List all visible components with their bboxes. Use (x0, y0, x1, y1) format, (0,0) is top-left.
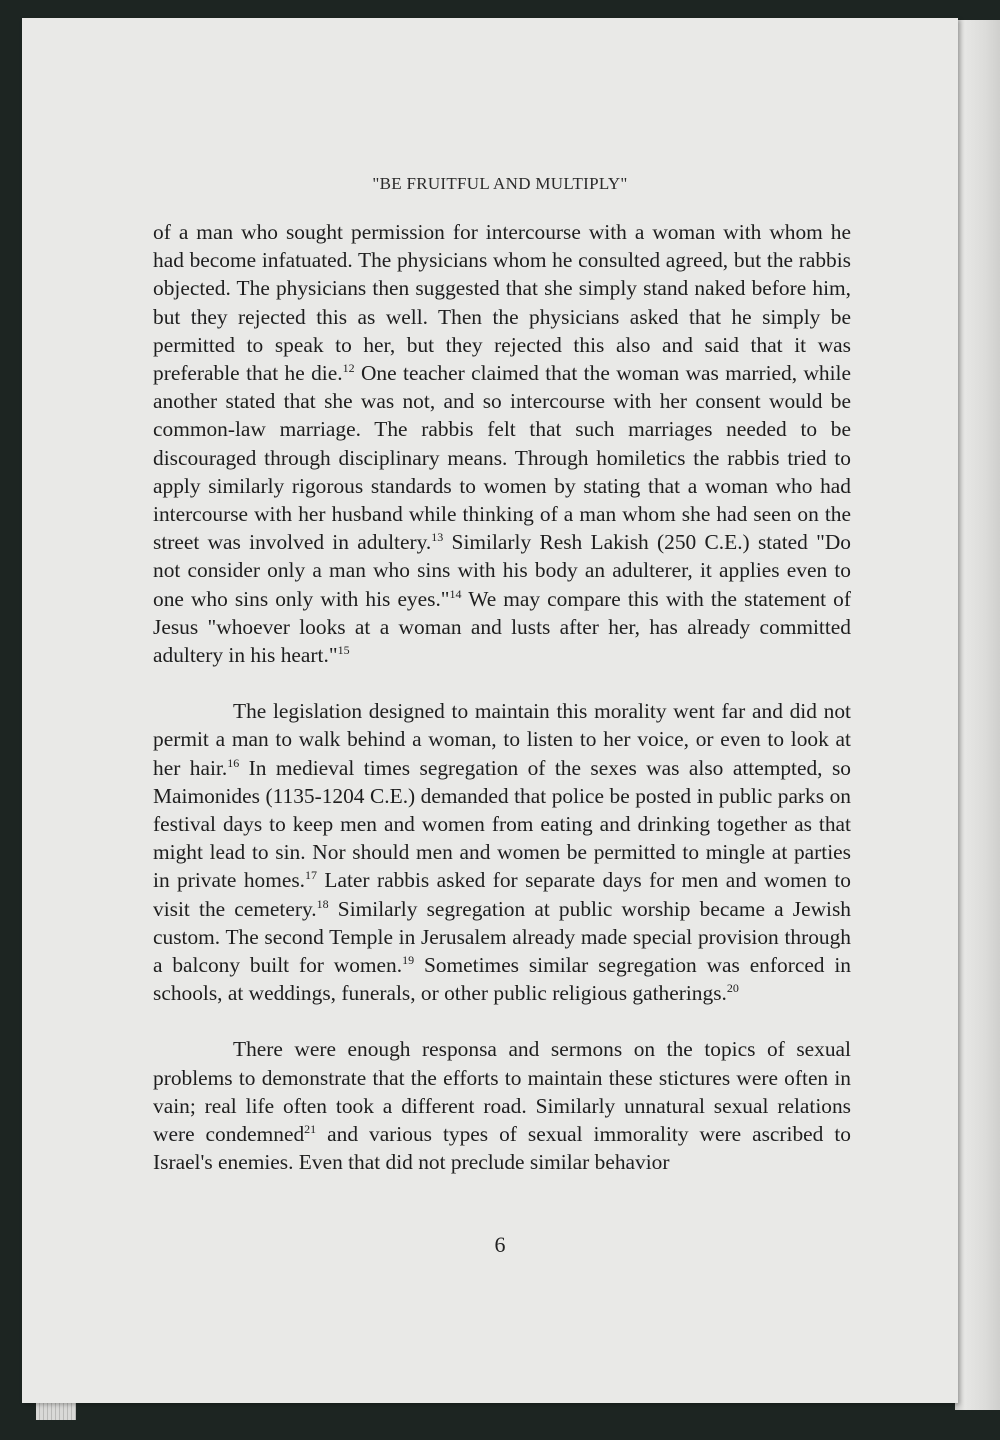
text-segment: In medieval times segregation of the sexes was also attempted, so Maimonides (1135-1204 C.E.) demanded that police be posted in public parks on festival days to keep men and women from eating and drinking together as that might lead to sin. Nor should men and women be permitted to mingle at parties in private homes. (153, 755, 851, 893)
footnote-ref-19: 19 (402, 953, 415, 968)
page-edges-right (955, 20, 1000, 1410)
footnote-ref-17: 17 (305, 868, 318, 883)
text-segment: The legislation designed to maintain this morality went far and did not permit a man to walk behind a woman, to listen to her voice, or even to look at her hair. (153, 699, 851, 780)
footnote-ref-16: 16 (227, 755, 240, 770)
text-segment: and various types of sexual immorality were ascribed to Israel's enemies. Even that did not preclude similar behavior (153, 1122, 851, 1175)
text-segment: Similarly Resh Lakish (250 C.E.) stated "Do not consider only a man who sins with his body an adulterer, it applies even to one who sins only with his eyes." (153, 530, 852, 611)
page-number: 6 (494, 1232, 506, 1257)
text-segment: One teacher claimed that the woman was married, while another stated that she was not, and so intercourse with her consent would be common-law marriage. The rabbis felt that such marriages needed to be discouraged through disciplinary means. Through homiletics the rabbis tried to apply similarly rigorous standards to women by stating that a woman who had intercourse with her husband while thinking of a man whom she had seen on the street was involved in adultery. (153, 361, 851, 555)
text-segment: There were enough responsa and sermons on the topics of sexual problems to demonstrate that the efforts to maintain these stictures were often in vain; real life often took a different road. Similarly unnatural sexual relations were condemned (153, 1037, 851, 1147)
text-segment: of a man who sought permission for intercourse with a woman with whom he had become infatuated. The physicians whom he consulted agreed, but the rabbis objected. The physicians then suggested that she simply stand naked before him, but they rejected this as well. Then the physicians asked that he simply be permitted to speak to her, but they rejected this also and said that it was preferable that he die. (153, 220, 851, 386)
footnote-ref-13: 13 (431, 530, 444, 545)
text-segment: Sometimes similar segregation was enforced in schools, at weddings, funerals, or other public religious gatherings. (153, 953, 851, 1006)
footnote-ref-14: 14 (449, 586, 462, 601)
paragraph-3 (153, 1035, 851, 1176)
paragraph-1 (153, 218, 851, 669)
body-text (153, 218, 851, 1177)
footnote-ref-12: 12 (342, 361, 355, 376)
footnote-ref-21: 21 (304, 1122, 317, 1137)
footnote-ref-18: 18 (316, 896, 329, 911)
text-segment: Later rabbis asked for separate days for men and women to visit the cemetery. (153, 868, 852, 921)
paragraph-2 (153, 697, 851, 1007)
footnote-ref-15: 15 (337, 643, 350, 658)
footnote-ref-20: 20 (726, 981, 739, 996)
text-segment: Similarly segregation at public worship became a Jewish custom. The second Temple in Jerusalem already made special provision through a balcony built for women. (153, 896, 851, 978)
text-segment: We may compare this with the statement of Jesus "whoever looks at a woman and lusts after her, has already committed adultery in his heart." (153, 586, 851, 668)
running-head: "BE FRUITFUL AND MULTIPLY" (372, 174, 628, 193)
